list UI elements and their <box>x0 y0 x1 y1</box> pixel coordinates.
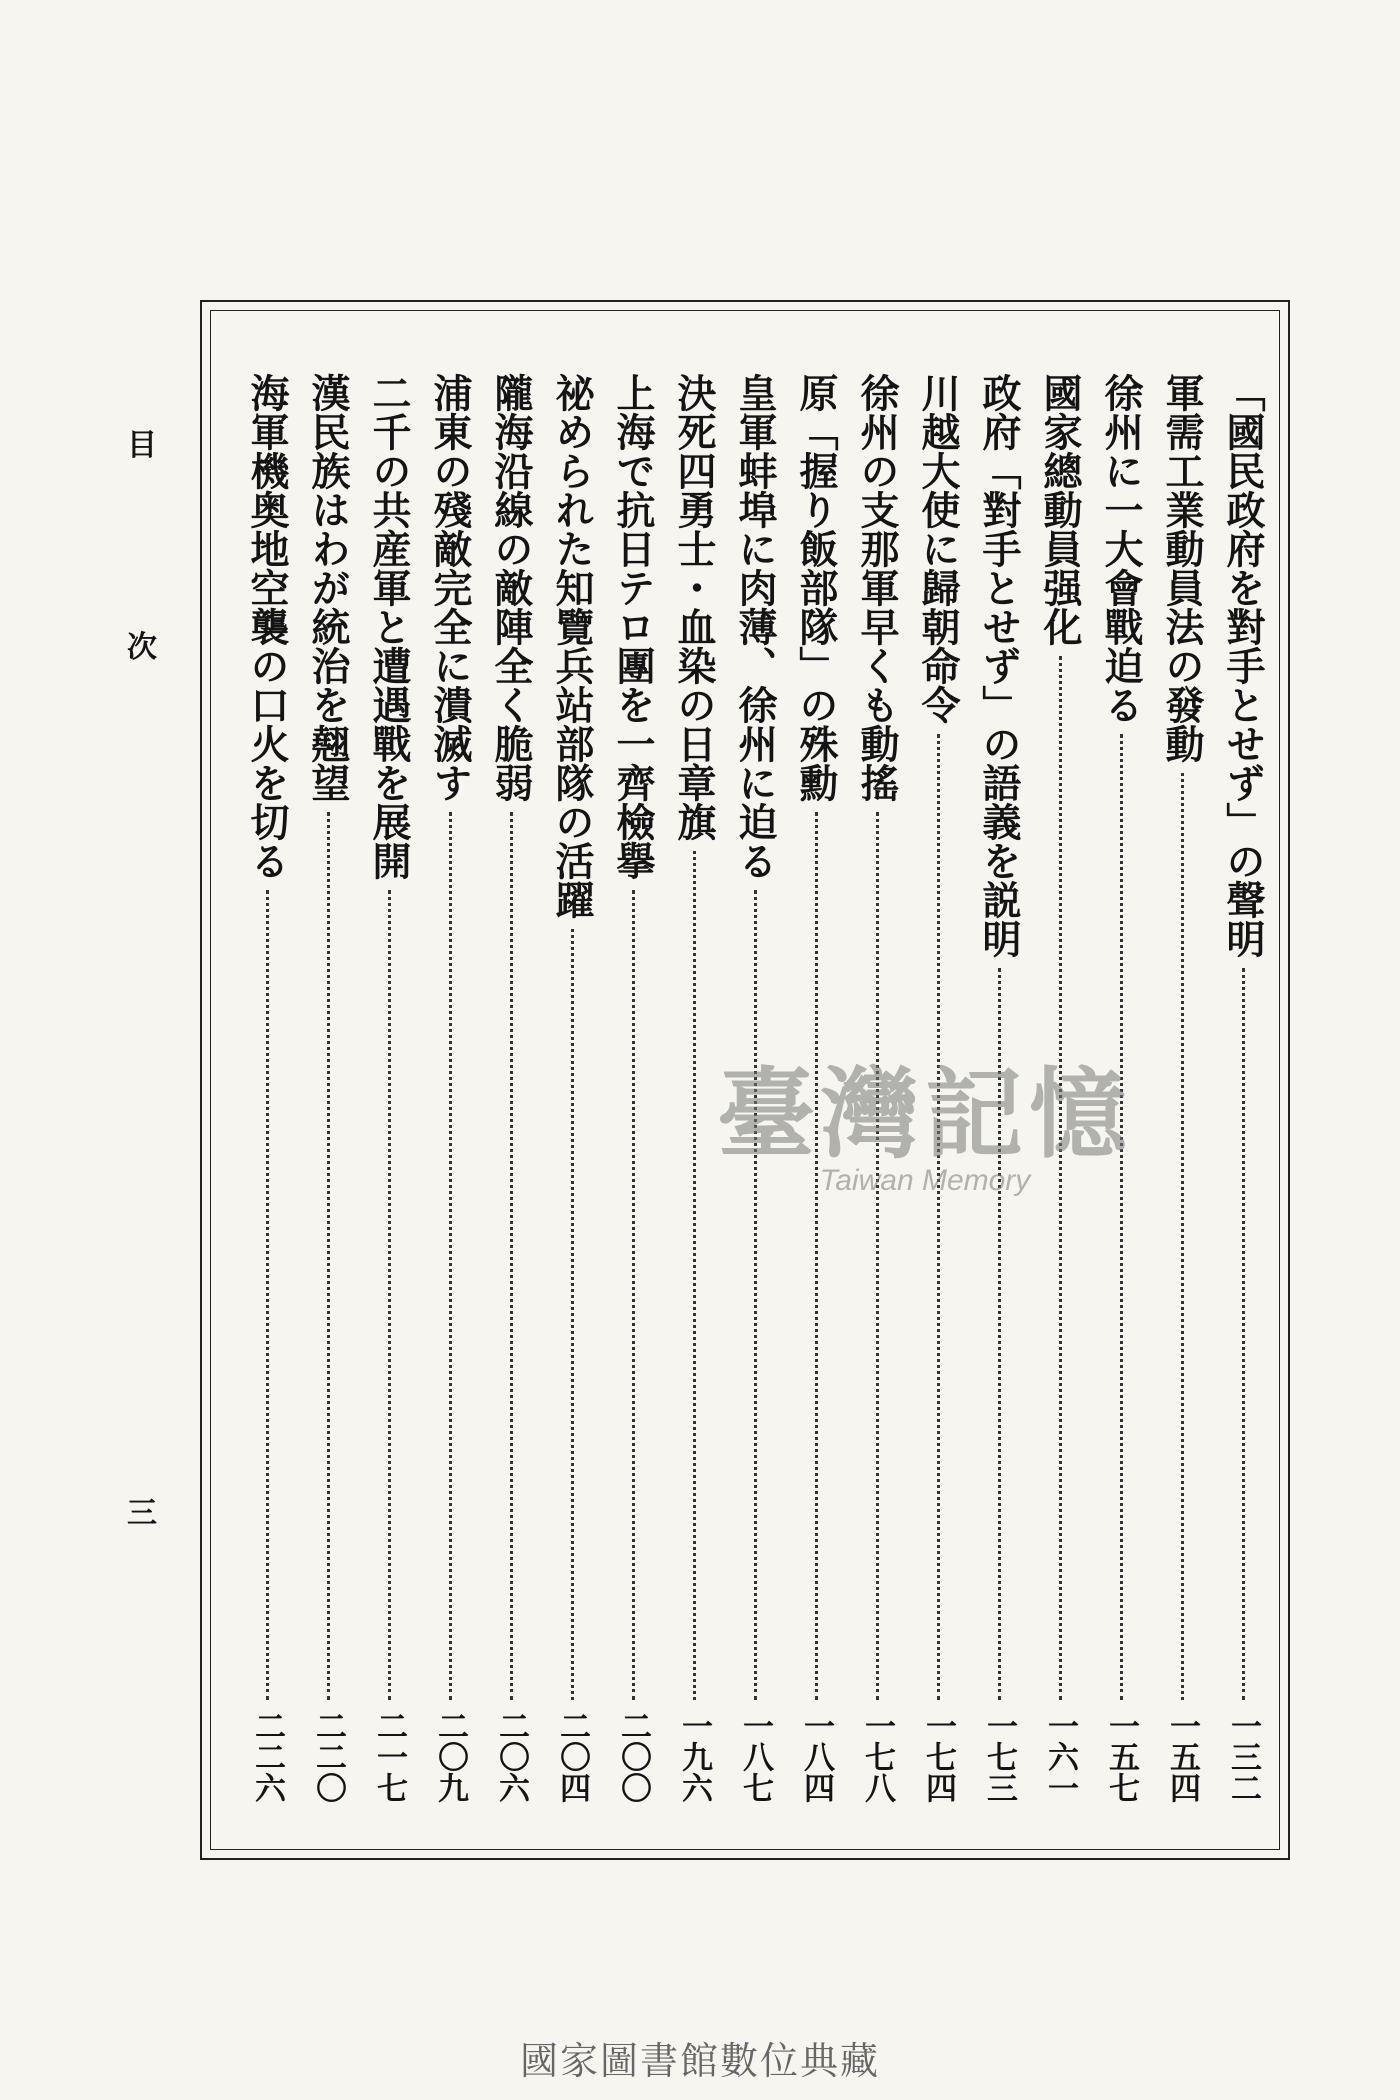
toc-entry-page-number: 二〇四 <box>554 1710 590 1803</box>
toc-entry-dot-leader <box>1181 773 1184 1700</box>
watermark <box>690 1057 1160 1198</box>
toc-entry-page-number: 二〇九 <box>432 1710 468 1803</box>
toc-entry-page-number: 一八四 <box>798 1710 834 1803</box>
toc-entry-title: 海軍機奥地空襲の口火を切る <box>244 373 290 880</box>
toc-entry-page-number: 一七三 <box>981 1710 1017 1803</box>
toc-entry-title: 原「握り飯部隊」の殊勳 <box>793 373 839 802</box>
toc-entry-dot-leader <box>571 929 574 1700</box>
toc-entry <box>489 373 533 1803</box>
toc-entry-title: 隴海沿線の敵陣全く脆弱 <box>488 373 534 802</box>
toc-entry-title: 「國民政府を對手とせず」の聲明 <box>1220 373 1266 958</box>
watermark-chinese: 臺灣記憶 <box>716 1057 1133 1172</box>
toc-entry <box>428 373 472 1803</box>
toc-entry-page-number: 二〇六 <box>493 1710 529 1803</box>
toc-entry-dot-leader <box>388 890 391 1700</box>
toc-entry-page-number: 二二〇 <box>310 1710 346 1803</box>
toc-entry-page-number: 一三二 <box>1225 1710 1261 1803</box>
toc-entry-title: 國家總動員强化 <box>1037 373 1083 646</box>
toc-entry-dot-leader <box>327 812 330 1700</box>
toc-entry <box>611 373 655 1803</box>
toc-entry <box>367 373 411 1803</box>
toc-entry-page-number: 一五四 <box>1164 1710 1200 1803</box>
toc-entry <box>306 373 350 1803</box>
toc-entry-dot-leader <box>937 734 940 1700</box>
toc-entry-title: 軍需工業動員法の發動 <box>1159 373 1205 763</box>
toc-entry-title: 祕められた知覽兵站部隊の活躍 <box>549 373 595 919</box>
toc-entry-page-number: 一五七 <box>1103 1710 1139 1803</box>
toc-entry-title: 徐州に一大會戰迫る <box>1098 373 1144 724</box>
toc-entry-title: 川越大使に歸朝命令 <box>915 373 961 724</box>
toc-entry-title: 浦東の殘敵完全に潰滅す <box>427 373 473 802</box>
toc-entry-title: 政府「對手とせず」の語義を説明 <box>976 373 1022 958</box>
toc-entry-page-number: 二二六 <box>249 1710 285 1803</box>
toc-entry-title: 決死四勇士・血染の日章旗 <box>671 373 717 841</box>
toc-entry-page-number: 一八七 <box>737 1710 773 1803</box>
toc-entry-title: 皇軍蚌埠に肉薄、徐州に迫る <box>732 373 778 880</box>
toc-entry-page-number: 一九六 <box>676 1710 712 1803</box>
toc-entry <box>1221 373 1265 1803</box>
toc-entry-title: 徐州の支那軍早くも動搖 <box>854 373 900 802</box>
toc-entry <box>245 373 289 1803</box>
toc-entry-dot-leader <box>1242 968 1245 1700</box>
side-label-page-number: 三 <box>127 1496 157 1531</box>
toc-entry <box>550 373 594 1803</box>
toc-entry-page-number: 一七四 <box>920 1710 956 1803</box>
toc-entry-page-number: 二一七 <box>371 1710 407 1803</box>
toc-entry-page-number: 一六一 <box>1042 1710 1078 1803</box>
toc-entry-dot-leader <box>266 890 269 1700</box>
toc-entry-title: 漢民族はわが統治を翹望 <box>305 373 351 802</box>
toc-entry-title: 二千の共産軍と遭遇戰を展開 <box>366 373 412 880</box>
toc-entry-dot-leader <box>754 890 757 1700</box>
toc-entry-dot-leader <box>632 890 635 1700</box>
toc-entry-dot-leader <box>815 812 818 1700</box>
toc-entry-dot-leader <box>876 812 879 1700</box>
toc-entry-title: 上海で抗日テロ團を一齊檢擧 <box>610 373 656 880</box>
side-label-mokuji-2: 次 <box>127 630 157 665</box>
side-label-mokuji-1: 目 <box>127 428 157 463</box>
toc-entry-dot-leader <box>693 851 696 1700</box>
toc-entry-page-number: 二〇〇 <box>615 1710 651 1803</box>
watermark-english: Taiwan Memory <box>819 1164 1031 1197</box>
toc-entry-dot-leader <box>449 812 452 1700</box>
toc-entry-dot-leader <box>510 812 513 1700</box>
toc-entry <box>1160 373 1204 1803</box>
toc-entry-dot-leader <box>1120 734 1123 1700</box>
footer-credit: 國家圖書館數位典藏 <box>519 2039 880 2083</box>
toc-entry-page-number: 一七八 <box>859 1710 895 1803</box>
